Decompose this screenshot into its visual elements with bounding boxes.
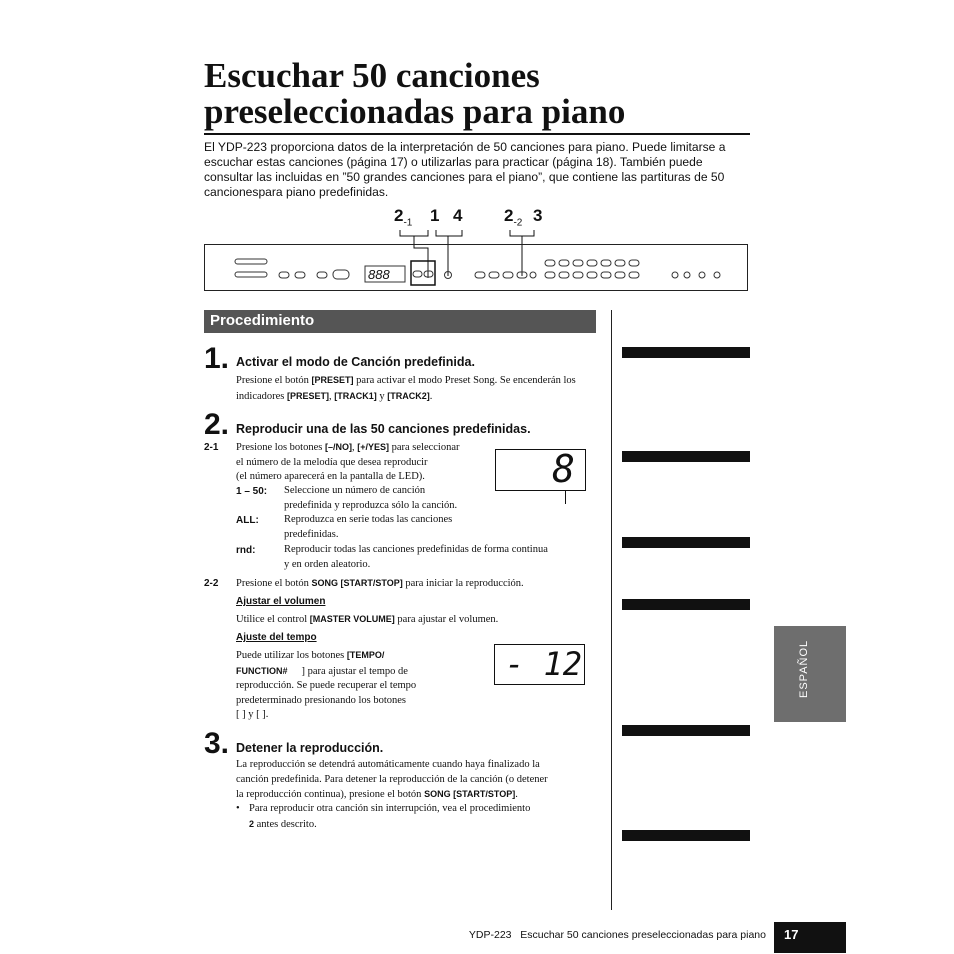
step-3-text: La reproducción se detendrá automáticamente cuando haya finalizado la canción predefinida. Para detener la reproducción de la canción (o detener la reproducción continua), presione el botón SONG [START/STOP]. (236, 759, 548, 800)
tempo-heading: Ajuste del tempo (236, 632, 317, 643)
step-1-heading: Activar el modo de Canción predefinida. (236, 355, 475, 369)
sidebar-bar (622, 347, 750, 358)
option-all-label: ALL: (236, 515, 259, 526)
callout-3: 3 (533, 206, 543, 225)
led-digit: 8 (552, 447, 575, 491)
step-1-text: Presione el botón [PRESET] para activar el modo Preset Song. Se encenderán los indicadores [PRESET], [TRACK1] y [TRACK2]. (236, 375, 576, 402)
svg-text:888: 888 (368, 267, 390, 282)
sidebar-bar (622, 537, 750, 548)
led-tempo-value: - 12 (505, 645, 583, 683)
sidebar-bar (622, 599, 750, 610)
step-3-number: 3. (204, 727, 230, 760)
led-pointer-line (565, 491, 566, 504)
option-rnd-text: Reproducir todas las canciones predefinidas de forma continua y en orden aleatorio. (284, 544, 548, 570)
substep-2-2-text: Presione el botón SONG [START/STOP] para iniciar la reproducción. (236, 578, 524, 589)
volume-heading: Ajustar el volumen (236, 596, 326, 607)
substep-2-1-label: 2-1 (204, 442, 219, 453)
page-number: 17 (784, 927, 799, 942)
page-title (204, 58, 764, 130)
step-1-number: 1. (204, 342, 230, 375)
step-2-number: 2. (204, 408, 230, 441)
substep-2-2-label: 2-2 (204, 578, 219, 589)
callout-2-2: $2_{-2}$ (504, 206, 523, 229)
language-label: ESPAÑOL (798, 639, 810, 698)
step-3-note: Para reproducir otra canción sin interrupción, vea el procedimiento 2 antes descrito. (249, 803, 531, 830)
intro-paragraph: El YDP-223 proporciona datos de la interpretación de 50 canciones para piano. Puede limitarse a escuchar estas canciones (página 17) o utilizarlas para practicar (página 18). También puede consultar las incluidas en ”50 grandes canciones para el piano”, que contiene las partituras de 50 cancionespara piano predefinidas. (204, 140, 726, 199)
sidebar-bar (622, 725, 750, 736)
title-rule (204, 133, 750, 135)
control-panel-diagram (204, 244, 748, 291)
callout-2-1: $2_{-1}$ (394, 206, 413, 229)
led-display-song-number (495, 449, 586, 491)
footer-caption: YDP-223 Escuchar 50 canciones preseleccionadas para piano (468, 929, 766, 941)
sidebar-divider (611, 310, 612, 910)
option-rnd-label: rnd: (236, 545, 256, 556)
title-line-1: Escuchar 50 canciones (204, 56, 540, 95)
step-2-heading: Reproducir una de las 50 canciones predefinidas. (236, 422, 531, 436)
volume-text: Utilice el control [MASTER VOLUME] para ajustar el volumen. (236, 614, 499, 625)
callout-4: 4 (453, 206, 463, 225)
substep-2-1-text: Presione los botones [–/NO], [+/YES] para seleccionar el número de la melodía que desea reproducir (el número aparecerá en la pantalla de LED). (236, 442, 460, 482)
led-display-tempo (494, 644, 585, 685)
option-all-text: Reproduzca en serie todas las canciones predefinidas. (284, 514, 453, 540)
panel-controls (205, 245, 749, 292)
procedure-title: Procedimiento (210, 312, 315, 329)
language-tab (774, 626, 846, 722)
callout-1: 1 (430, 206, 440, 225)
option-1-50-label: 1 – 50: (236, 486, 268, 497)
title-line-2: preseleccionadas para piano (204, 92, 626, 131)
bullet: • (236, 803, 240, 814)
sidebar-bar (622, 830, 750, 841)
page-number-box (774, 922, 846, 953)
step-3-heading: Detener la reproducción. (236, 741, 384, 755)
tempo-text: Puede utilizar los botones [TEMPO/ FUNCTION# ] para ajustar el tempo de reproducción. Se puede recuperar el tempo predeterminado presionando los botones [ ] y [ ]. (236, 650, 417, 720)
procedure-header (204, 310, 596, 333)
option-1-50-text: Seleccione un número de canción predefinida y reproduzca sólo la canción. (284, 485, 458, 511)
sidebar-bar (622, 451, 750, 462)
